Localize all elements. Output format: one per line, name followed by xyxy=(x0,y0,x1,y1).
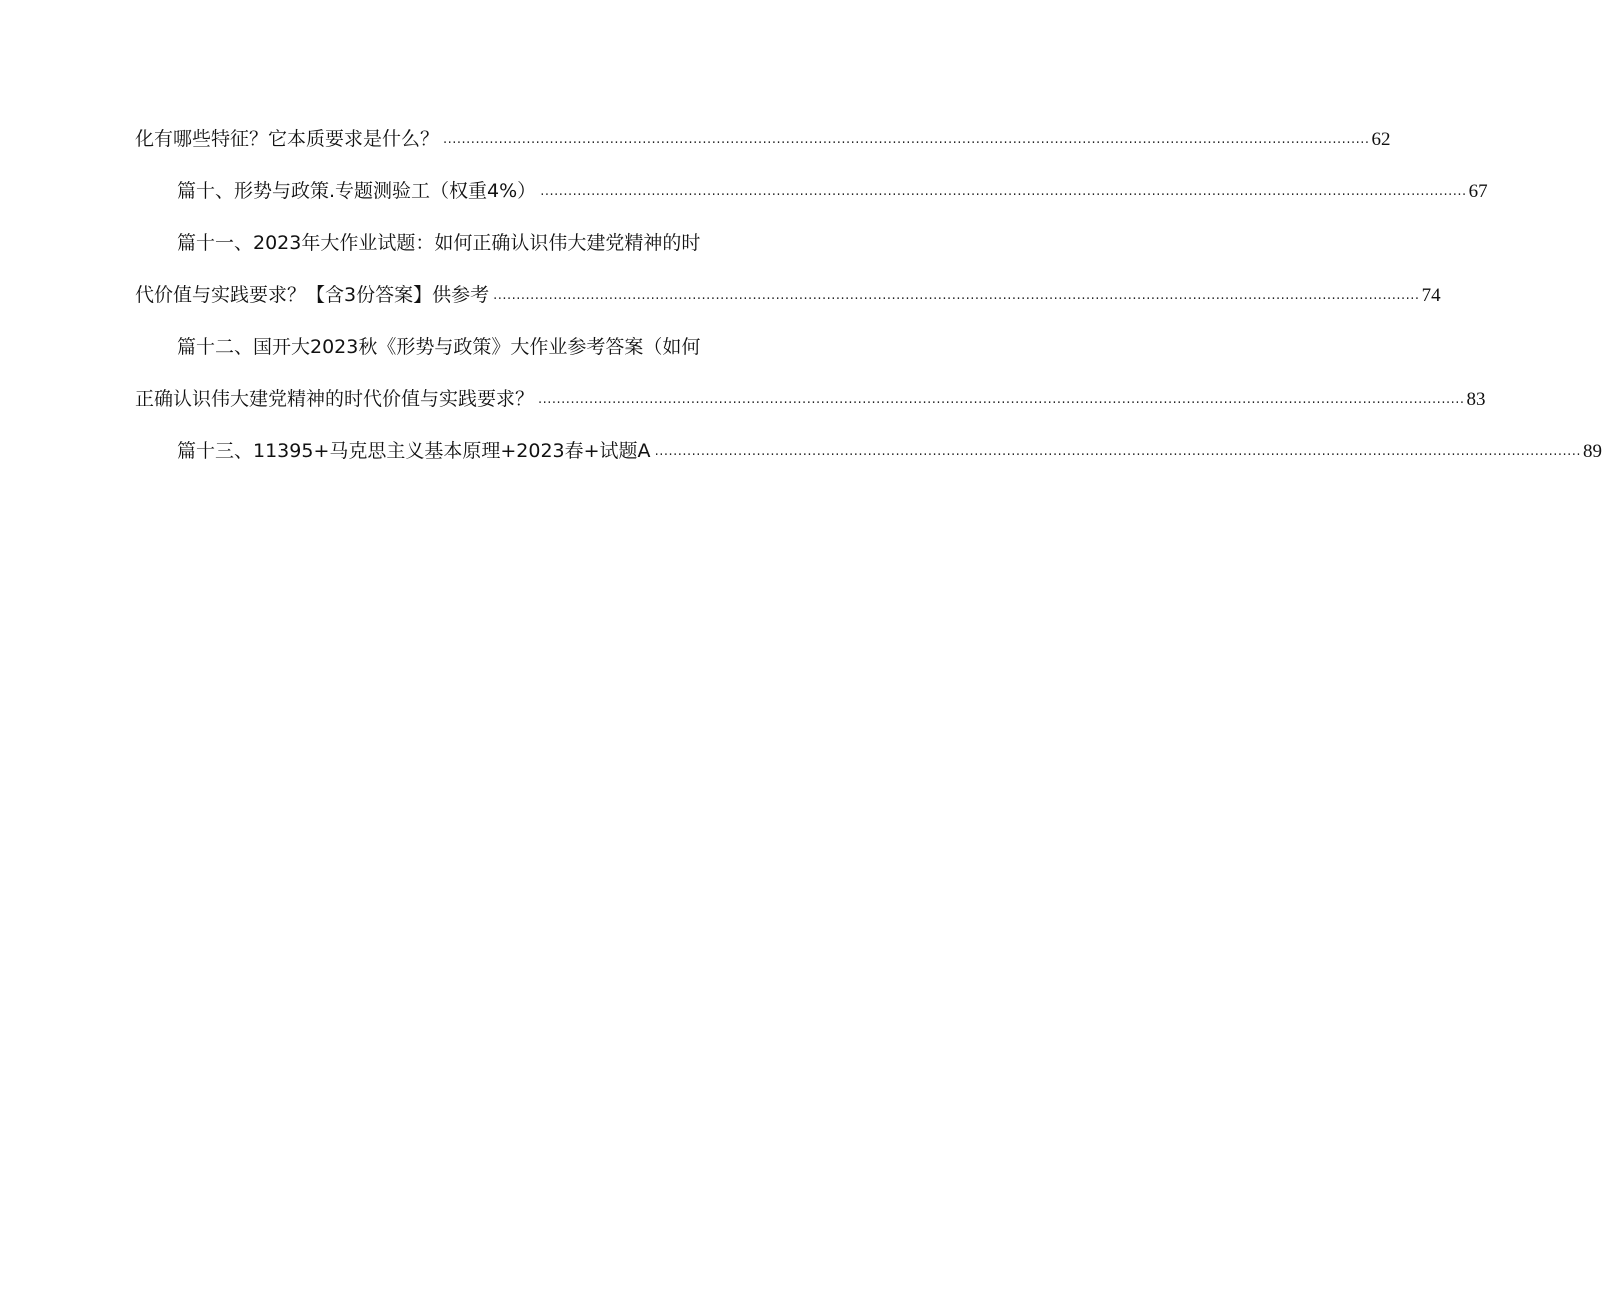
toc-leader-dots: ........................................................................................................................................................................................................ xyxy=(538,392,1465,407)
toc-leader-dots: ........................................................................................................................................................................................................ xyxy=(443,132,1370,147)
toc-leader-dots: ........................................................................................................................................................................................................ xyxy=(493,288,1420,303)
toc-entry-text: 篇十三、11395+马克思主义基本原理+2023春+试题A xyxy=(177,440,651,462)
toc-leader-dots: ........................................................................................................................................................................................................ xyxy=(654,444,1582,459)
toc-page-number: 83 xyxy=(1466,389,1486,410)
toc-page-number: 62 xyxy=(1371,129,1391,150)
toc-entry-text: 篇十、形势与政策.专题测验工（权重4%） xyxy=(177,180,537,202)
toc-entry-text: 正确认识伟大建党精神的时代价值与实践要求？ xyxy=(135,388,535,410)
toc-entry-line xyxy=(135,128,1391,151)
toc-entry-line xyxy=(135,388,1486,411)
toc-entry-line xyxy=(135,232,809,255)
toc-entry-line xyxy=(135,180,1488,203)
toc-page-number: 74 xyxy=(1421,285,1441,306)
toc-entry-text: 篇十一、2023年大作业试题：如何正确认识伟大建党精神的时 xyxy=(177,232,701,254)
toc-entry-text: 代价值与实践要求？【含3份答案】供参考 xyxy=(135,284,490,306)
toc-page-number: 67 xyxy=(1468,181,1488,202)
toc-entry-text: 篇十二、国开大2023秋《形势与政策》大作业参考答案（如何 xyxy=(177,336,701,358)
toc-leader-dots: ........................................................................................................................................................................................................ xyxy=(540,184,1467,199)
toc-page-number: 89 xyxy=(1583,441,1602,462)
toc-entry-line xyxy=(135,284,1441,307)
toc-entry-line xyxy=(135,440,1602,463)
toc-entry-line xyxy=(135,336,809,359)
toc-entry-text: 化有哪些特征？它本质要求是什么？ xyxy=(135,128,440,150)
